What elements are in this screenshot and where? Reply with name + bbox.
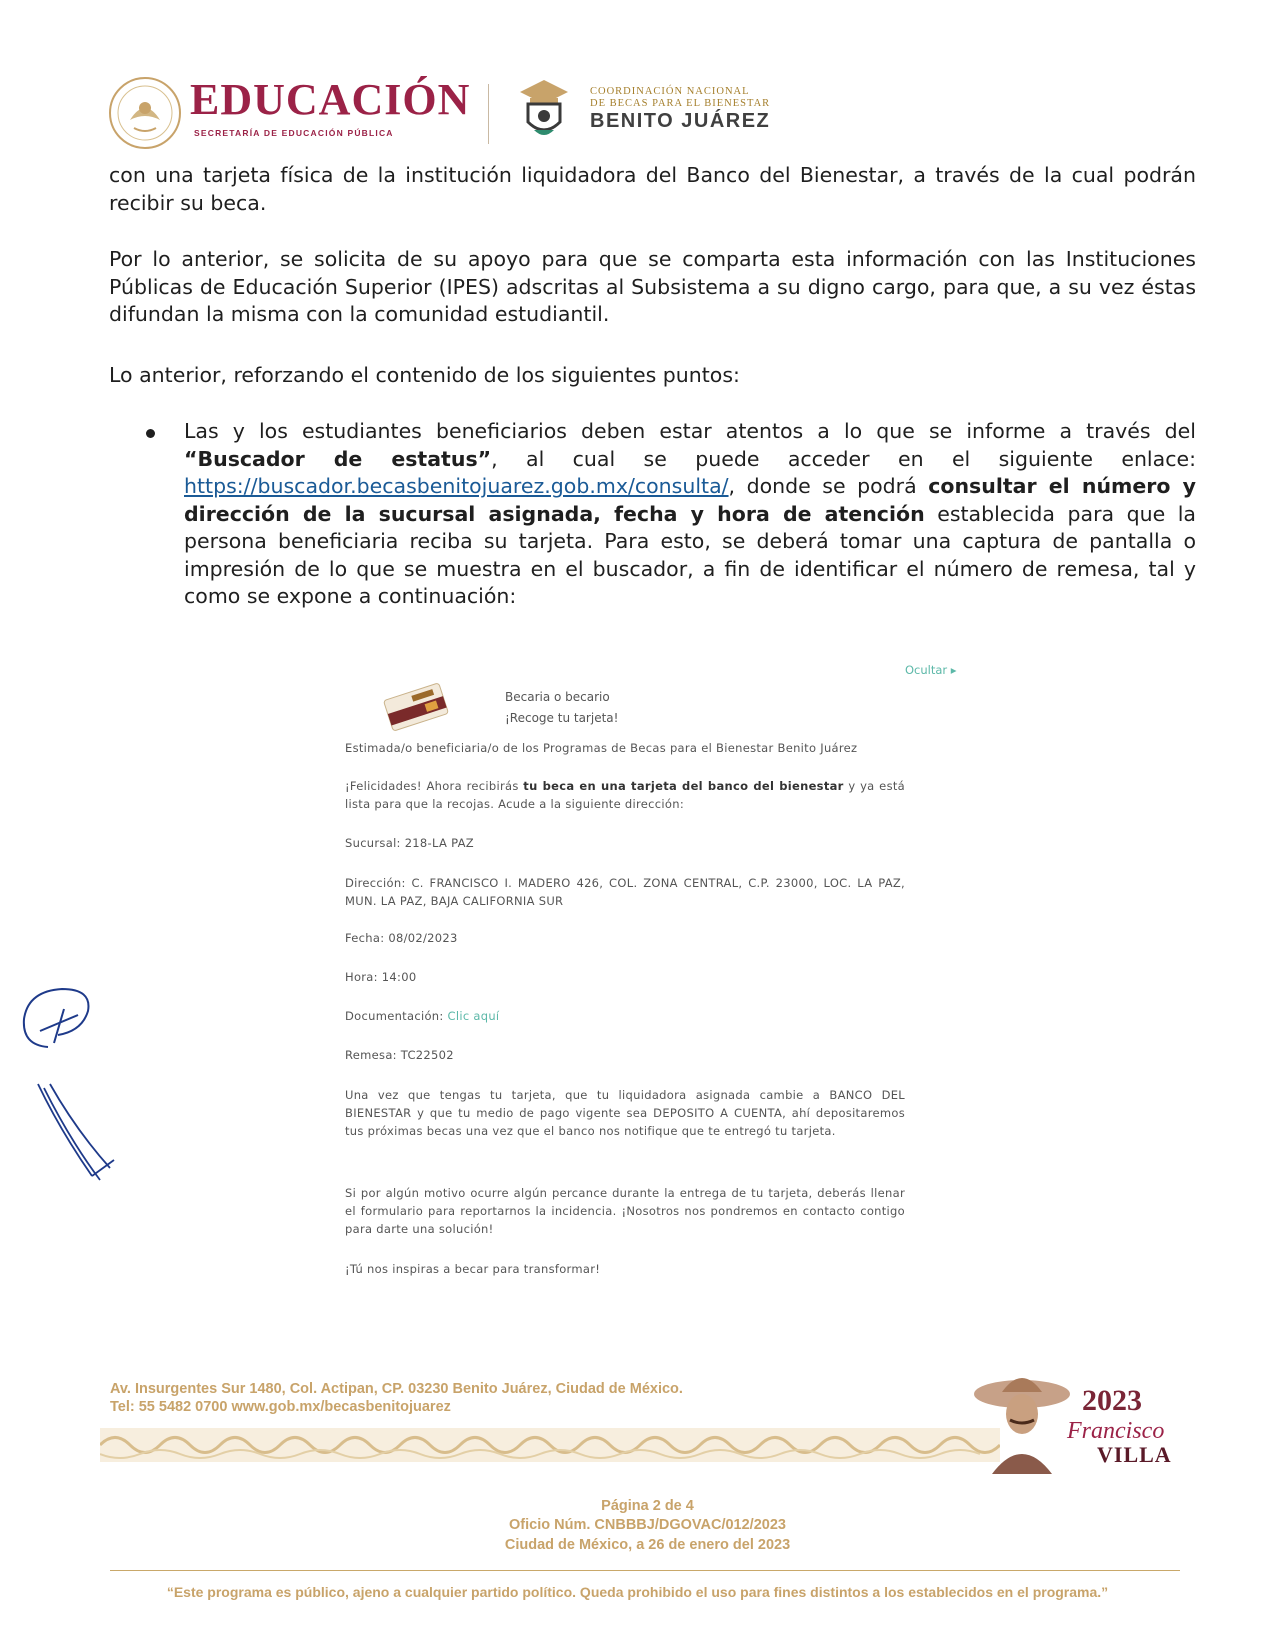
paragraph-card-info: con una tarjeta física de la institución liquidadora del Banco del Bienestar, a través de la cual podrán recibir su beca. [109,163,1196,215]
buscador-estatus-bold: “Buscador de estatus” [184,446,492,471]
remesa-text: Remesa: TC22502 [345,1048,454,1062]
sucursal-text: Sucursal: 218-LA PAZ [345,836,474,850]
congrats-bold: tu beca en una tarjeta del banco del bienestar [523,779,844,793]
becas-title-line1: COORDINACIÓN NACIONAL [590,86,750,97]
bullet-text-part: , donde se podrá [728,474,929,498]
hora-text: Hora: 14:00 [345,970,417,984]
document-date: Ciudad de México, a 26 de enero del 2023 [504,1537,791,1553]
bullet-text-part: Las y los estudiantes beneficiarios deben estar atentos a lo que se informe a través del [184,419,1196,443]
page-number: Página 2 de 4 [601,1498,694,1514]
letterhead [108,72,808,152]
phone-web-line: Tel: 55 5482 0700 www.gob.mx/becasbenitojuarez [110,1399,451,1415]
congrats-part: ¡Felicidades! Ahora recibirás [345,779,524,793]
paragraph-request-support: Por lo anterior, se solicita de su apoyo para que se comparta esta información con las Instituciones Públicas de Educación Superior (IPES) adscritas al Subsistema a su digno cargo, para que, a su vez éstas difundan la misma con la comunidad estudiantil. [109,247,1196,326]
brand-subtitle: SECRETARÍA DE EDUCACIÓN PÚBLICA [194,128,394,138]
screenshot-heading: Becaria o becario [505,690,610,704]
signature-mark [30,1080,116,1185]
bullet-text [184,418,1196,611]
becas-title-line3: BENITO JUÁREZ [590,110,771,132]
bullet-text-part: establecida para que la persona beneficiaria reciba su tarjeta. Para esto, se deberá tomar una captura de pantalla o impresión de lo que se muestra en el buscador, a fin de identificar el número de remesa, tal y como se expone a continuación: [184,501,1196,608]
oficio-number: Oficio Núm. CNBBBJ/DGOVAC/012/2023 [509,1517,786,1533]
documentacion-label: Documentación: [345,1009,448,1023]
consultar-bold: consultar el número y dirección de la sucursal asignada, fecha y hora de atención [184,474,1197,526]
legal-legend: “Este programa es público, ajeno a cualquier partido político. Queda prohibido el uso para fines distintos a los establecidos en el programa.” [166,1584,1109,1600]
status-screenshot [345,650,965,1350]
decorative-pattern [100,1428,1000,1462]
screenshot-subheading: ¡Recoge tu tarjeta! [505,711,619,725]
documentacion-text [345,1007,945,1025]
bullet-marker [146,429,155,438]
direccion-text: Dirección: C. FRANCISCO I. MADERO 426, COL. ZONA CENTRAL, C.P. 23000, LOC. LA PAZ, MUN. LA PAZ, BAJA CALIFORNIA SUR [345,876,905,908]
closing-text: ¡Tú nos inspiras a becar para transformar! [345,1262,601,1276]
becas-title-line2: DE BECAS PARA EL BIENESTAR [590,98,771,109]
address-line: Av. Insurgentes Sur 1480, Col. Actipan, CP. 03230 Benito Juárez, Ciudad de México. [110,1381,683,1397]
bullet-text-part: , al cual se puede acceder en el siguiente enlace: [491,446,1196,471]
francisco-villa-portrait-icon [972,1364,1072,1474]
signature-mark [18,985,98,1055]
footer-divider [110,1570,1180,1571]
villa-last-name: VILLA [1097,1442,1172,1467]
congrats-text [345,777,905,813]
tarjeta-paragraph: Una vez que tengas tu tarjeta, que tu liquidadora asignada cambie a BANCO DEL BIENESTAR y que tu medio de pago vigente sea DEPOSITO A CUENTA, ahí depositaremos tus próximas becas una vez que el banco nos notifique que te entregó tu tarjeta. [345,1088,905,1138]
brand-title: EDUCACIÓN [190,75,471,124]
buscador-link[interactable]: https://buscador.becasbenitojuarez.gob.mx/consulta/ [184,474,729,498]
mexico-seal-icon [108,76,182,150]
greeting-text: Estimada/o beneficiaria/o de los Programas de Becas para el Bienestar Benito Juárez [345,741,858,755]
villa-first-name: Francisco [1067,1418,1165,1444]
paragraph-points-intro: Lo anterior, reforzando el contenido de los siguientes puntos: [109,363,740,387]
bank-card-icon [380,676,453,737]
graduation-cap-logo-icon [516,74,572,146]
percance-paragraph: Si por algún motivo ocurre algún percance durante la entrega de tu tarjeta, deberás llenar el formulario para reportarnos la incidencia. ¡Nosotros nos pondremos en contacto contigo para darte una solución! [345,1186,905,1236]
hide-toggle[interactable]: Ocultar ▸ [905,663,957,677]
villa-year: 2023 [1082,1384,1142,1417]
clic-aqui-link[interactable]: Clic aquí [447,1009,500,1023]
fecha-text: Fecha: 08/02/2023 [345,931,458,945]
congrats-part: y ya está lista para que la recojas. Acude a la siguiente dirección: [345,779,906,811]
header-divider [488,84,489,144]
